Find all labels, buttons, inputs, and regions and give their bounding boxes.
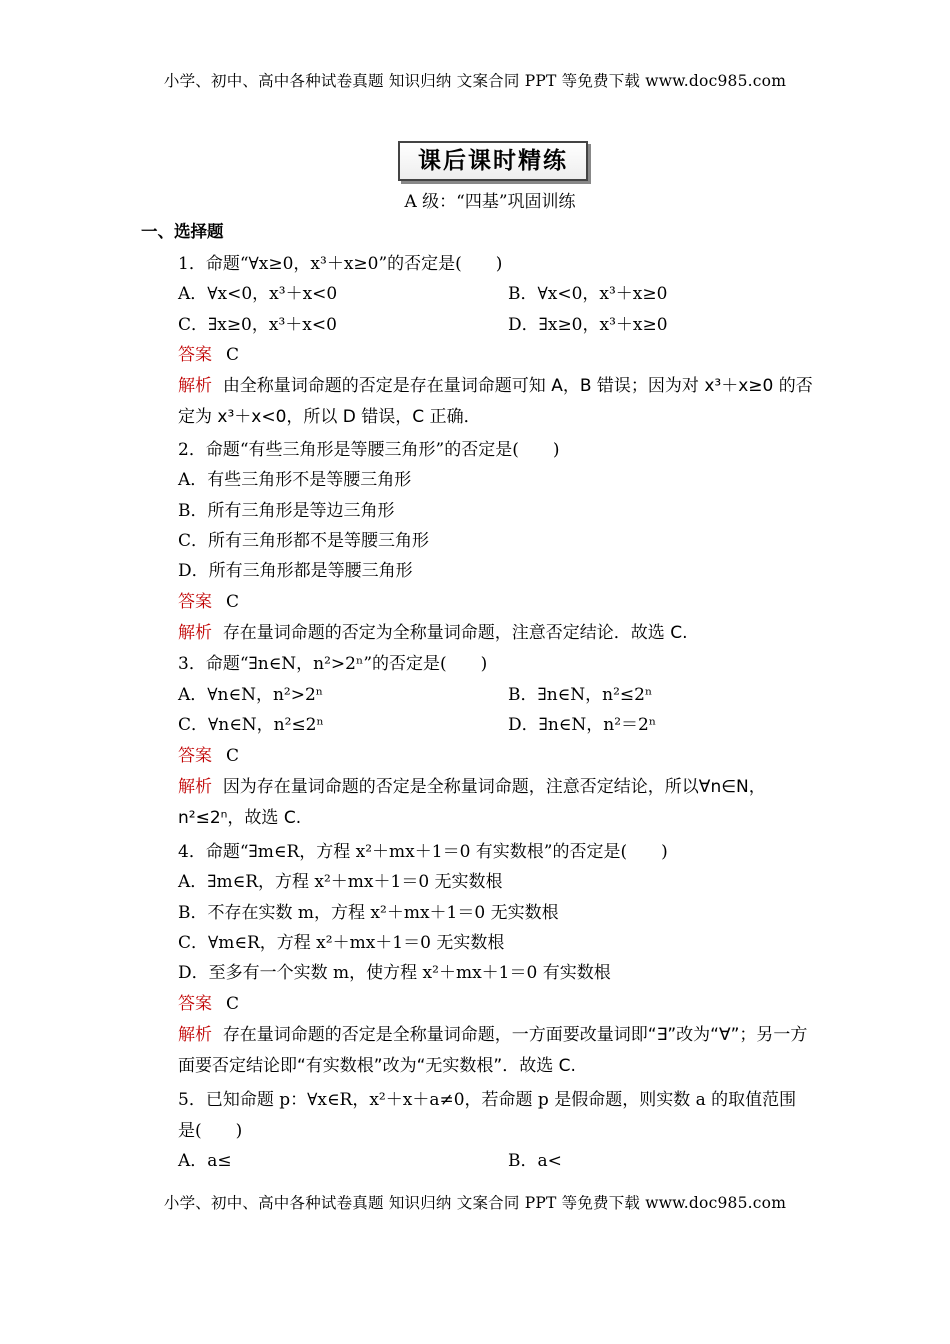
q4-option-b: B．不存在实数 m，方程 x²＋mx＋1＝0 无实数根 <box>178 903 559 923</box>
q3-option-b: B．∃n∈N，n²≤2ⁿ <box>508 685 653 705</box>
q3-answer: 答案 C <box>178 746 240 766</box>
q3-option-d: D．∃n∈N，n²＝2ⁿ <box>508 715 657 735</box>
question-5-stem: 5．已知命题 p：∀x∈R，x²＋x＋a≠0，若命题 p 是假命题，则实数 a 的取值范围是( ) <box>178 1090 797 1141</box>
q4-answer: 答案 C <box>178 994 240 1014</box>
q3-explanation: 解析 因为存在量词命题的否定是全称量词命题，注意否定结论，所以∀n∈N，n²≤2ⁿ，故选 C. <box>178 777 766 828</box>
q2-option-d: D．所有三角形都是等腰三角形 <box>178 561 413 581</box>
question-4-stem: 4．命题“∃m∈R，方程 x²＋mx＋1＝0 有实数根”的否定是( ) <box>178 842 668 862</box>
q3-option-a: A．∀n∈N，n²>2ⁿ <box>178 685 324 705</box>
q2-option-a: A．有些三角形不是等腰三角形 <box>178 470 412 490</box>
q5-option-a: A．a≤ <box>178 1151 232 1171</box>
q4-option-c: C．∀m∈R，方程 x²＋mx＋1＝0 无实数根 <box>178 933 505 953</box>
q2-answer: 答案 C <box>178 592 240 612</box>
page-header: 小学、初中、高中各种试卷真题 知识归纳 文案合同 PPT 等免费下载 www.doc985.com <box>163 72 787 90</box>
q1-option-b: B．∀x<0，x³＋x≥0 <box>508 284 668 304</box>
q2-explanation: 解析 存在量词命题的否定为全称量词命题，注意否定结论．故选 C. <box>178 623 688 643</box>
page-title: 课后课时精练 <box>398 141 588 181</box>
q1-answer: 答案 C <box>178 345 240 365</box>
q2-option-b: B．所有三角形是等边三角形 <box>178 501 395 521</box>
q1-option-c: C．∃x≥0，x³＋x<0 <box>178 315 337 335</box>
question-1-stem: 1．命题“∀x≥0，x³＋x≥0”的否定是( ) <box>178 254 503 274</box>
level-subtitle: A 级：“四基”巩固训练 <box>404 192 576 212</box>
q1-option-d: D．∃x≥0，x³＋x≥0 <box>508 315 668 335</box>
q4-option-d: D．至多有一个实数 m，使方程 x²＋mx＋1＝0 有实数根 <box>178 963 611 983</box>
q4-explanation: 解析 存在量词命题的否定是全称量词命题，一方面要改量词即“∃”改为“∀”；另一方面要否定结论即“有实数根”改为“无实数根”．故选 C. <box>178 1025 808 1076</box>
q1-explanation: 解析 由全称量词命题的否定是存在量词命题可知 A，B 错误；因为对 x³＋x≥0 的否定为 x³＋x<0，所以 D 错误，C 正确． <box>178 376 813 427</box>
q4-option-a: A．∃m∈R，方程 x²＋mx＋1＝0 无实数根 <box>178 872 503 892</box>
question-3-stem: 3．命题“∃n∈N，n²>2ⁿ”的否定是( ) <box>178 654 488 674</box>
page-footer: 小学、初中、高中各种试卷真题 知识归纳 文案合同 PPT 等免费下载 www.doc985.com <box>163 1194 787 1212</box>
q3-option-c: C．∀n∈N，n²≤2ⁿ <box>178 715 324 735</box>
question-2-stem: 2．命题“有些三角形是等腰三角形”的否定是( ) <box>178 440 560 460</box>
q1-option-a: A．∀x<0，x³＋x<0 <box>178 284 338 304</box>
q2-option-c: C．所有三角形都不是等腰三角形 <box>178 531 430 551</box>
section-heading: 一、选择题 <box>141 222 224 241</box>
q5-option-b: B．a< <box>508 1151 562 1171</box>
